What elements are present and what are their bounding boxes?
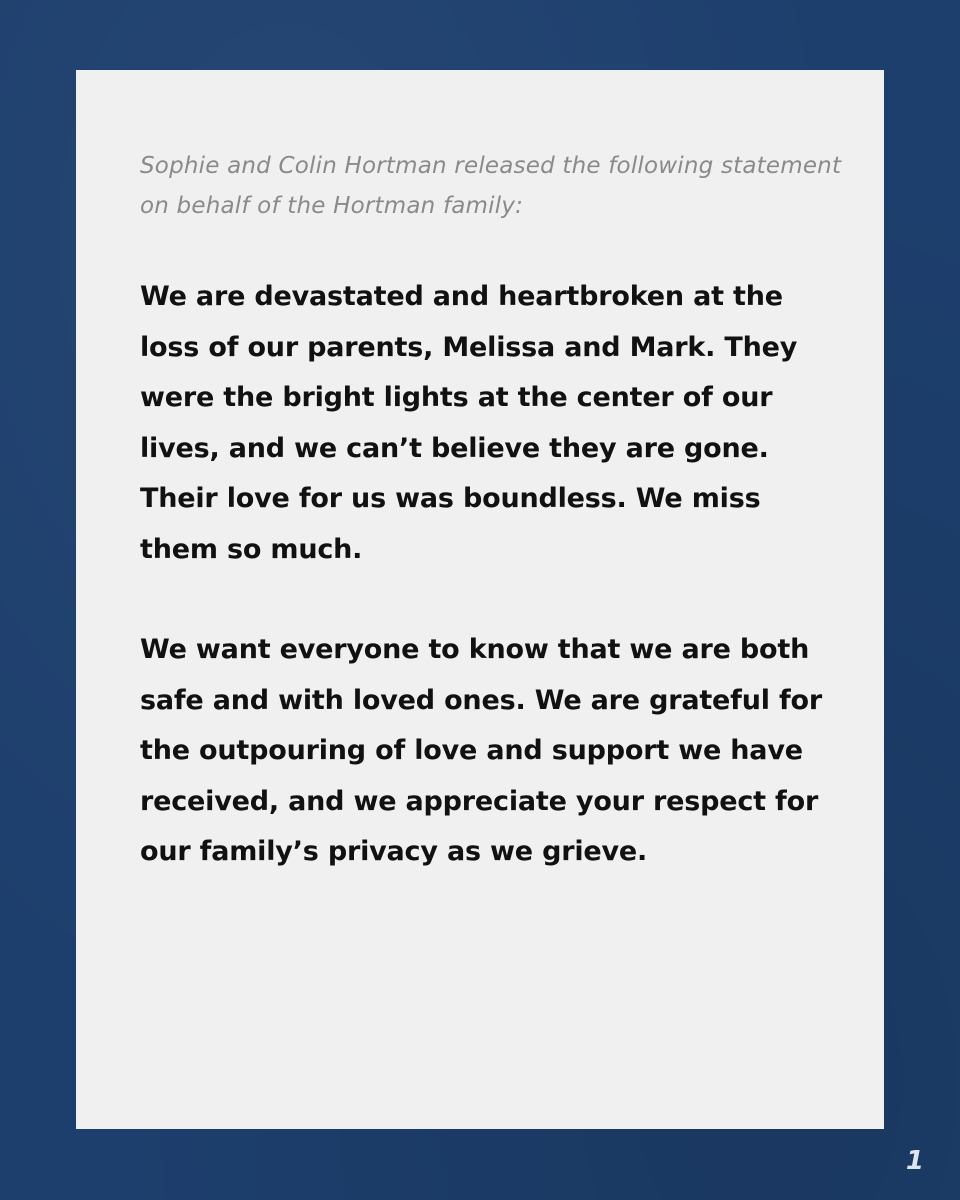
statement-paragraph-1: We are devastated and heartbroken at the loss of our parents, Melissa and Mark. They were the bright lights at the center of our lives, and we can’t believe they are gone. Their love for us was boundless. We miss them so much. — [140, 281, 798, 565]
statement-intro: Sophie and Colin Hortman released the following statement on behalf of the Hortman family: — [140, 153, 842, 219]
statement-paragraph-2: We want everyone to know that we are both safe and with loved ones. We are grateful for the outpouring of love and support we have received, and we appreciate your respect for our family’s privacy as we grieve. — [140, 634, 822, 867]
page-number: 1 — [905, 1146, 924, 1176]
statement-card — [76, 70, 884, 1129]
